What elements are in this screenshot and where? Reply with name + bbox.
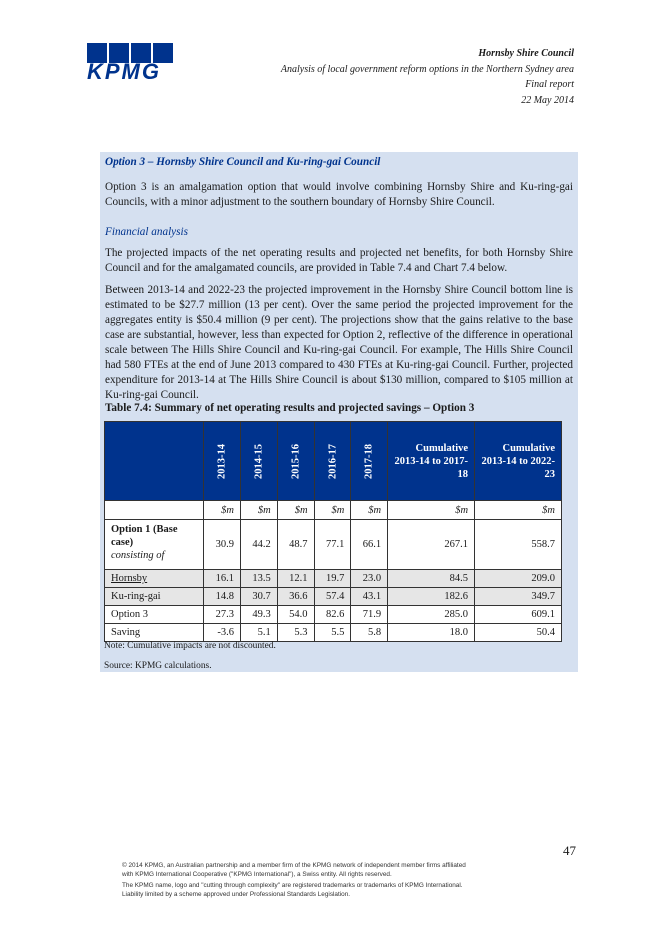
table-row-kuringgai — [105, 588, 562, 606]
table-cell: 12.1 — [277, 570, 314, 588]
table-cell: 77.1 — [314, 520, 351, 570]
table-cell: 57.4 — [314, 588, 351, 606]
table-cell: 285.0 — [388, 606, 475, 624]
unit-cell: $m — [314, 501, 351, 520]
table-cell: 84.5 — [388, 570, 475, 588]
header-year: 2015-16 — [277, 422, 314, 501]
table-cell: 49.3 — [240, 606, 277, 624]
table-cell: 5.8 — [351, 624, 388, 642]
table-cell: 5.1 — [240, 624, 277, 642]
header-year: 2013-14 — [204, 422, 241, 501]
table-cell: 5.5 — [314, 624, 351, 642]
kpmg-logo — [87, 43, 173, 83]
unit-cell: $m — [388, 501, 475, 520]
table-cell: 182.6 — [388, 588, 475, 606]
footer-line: Liability limited by a scheme approved under Professional Standards Legislation. — [122, 891, 351, 898]
footer-line: with KPMG International Cooperative ("KPMG International"), a Swiss entity. All rights reserved. — [122, 871, 392, 878]
page-header — [281, 46, 574, 108]
table-cell: 18.0 — [388, 624, 475, 642]
table-cell: 13.5 — [240, 570, 277, 588]
table-cell: 558.7 — [475, 520, 562, 570]
table-cell: 36.6 — [277, 588, 314, 606]
unit-cell: $m — [475, 501, 562, 520]
header-client: Hornsby Shire Council — [478, 48, 574, 59]
footer-line: © 2014 KPMG, an Australian partnership and a member firm of the KPMG network of independent member firms affiliated — [122, 862, 466, 869]
table-cell: 30.9 — [204, 520, 241, 570]
row-label: Option 1 (Base case) consisting of — [105, 520, 204, 570]
table-cell: 349.7 — [475, 588, 562, 606]
table-row-hornsby — [105, 570, 562, 588]
table-cell: 23.0 — [351, 570, 388, 588]
table-cell: 209.0 — [475, 570, 562, 588]
table-note: Note: Cumulative impacts are not discounted. — [104, 641, 276, 651]
logo-wordmark: KPMG — [87, 59, 161, 84]
table-cell: 14.8 — [204, 588, 241, 606]
intro-paragraph: Option 3 is an amalgamation option that would involve combining Hornsby Shire and Ku-ring-gai Councils, with a minor adjustment to the southern boundary of Hornsby Shire Council. — [105, 181, 573, 208]
table-header-row — [105, 422, 562, 501]
table-cell: 43.1 — [351, 588, 388, 606]
table-cell: 44.2 — [240, 520, 277, 570]
header-date: 22 May 2014 — [521, 94, 574, 106]
table-cell: 50.4 — [475, 624, 562, 642]
summary-table — [104, 421, 562, 642]
table-cell: 267.1 — [388, 520, 475, 570]
paragraph-1: The projected impacts of the net operating results and projected net benefits, for both Hornsby Shire Council and for the amalgamated councils, are provided in Table 7.4 and Chart 7.4 below. — [105, 247, 573, 274]
table-cell: -3.6 — [204, 624, 241, 642]
header-year: 2017-18 — [351, 422, 388, 501]
financial-analysis-heading: Financial analysis — [105, 226, 188, 238]
unit-cell: $m — [240, 501, 277, 520]
units-row — [105, 501, 562, 520]
table-cell: 54.0 — [277, 606, 314, 624]
table-cell: 30.7 — [240, 588, 277, 606]
table-cell: 19.7 — [314, 570, 351, 588]
unit-cell: $m — [277, 501, 314, 520]
paragraph-2: Between 2013-14 and 2022-23 the projected improvement in the Hornsby Shire Council bottom line is estimated to be $27.7 million (13 per cent). Over the same period the projected improvement for the aggregates entity is $50.4 million (9 per cent). The projections show that the gains relative to the base case are substantial, however, less than expected for Option 2, reflective of the difference in operational scale between The Hills Shire Council and Ku-ring-gai Council. For example, The Hills Shire Council had 580 FTEs at the end of June 2013 compared to 430 FTEs at Ku-ring-gai Council. Further, projected expenditure for 2013-14 at The Hills Shire Council is about $130 million, compared to $105 million at Ku-ring-gai Council. — [105, 284, 573, 401]
table-cell: 16.1 — [204, 570, 241, 588]
table-cell: 609.1 — [475, 606, 562, 624]
table-cell: 5.3 — [277, 624, 314, 642]
row-label: Ku-ring-gai — [105, 588, 204, 606]
table-cell: 66.1 — [351, 520, 388, 570]
table-cell: 48.7 — [277, 520, 314, 570]
row-label: Saving — [105, 624, 204, 642]
header-cumulative-1: Cumulative 2013-14 to 2017-18 — [388, 422, 475, 501]
footer-line: The KPMG name, logo and "cutting through complexity" are registered trademarks or trademarks of KPMG International. — [122, 882, 463, 889]
page-number: 47 — [563, 843, 576, 858]
header-year: 2014-15 — [240, 422, 277, 501]
header-cumulative-2: Cumulative 2013-14 to 2022-23 — [475, 422, 562, 501]
header-status: Final report — [525, 79, 574, 90]
row-label: Hornsby — [105, 570, 204, 588]
page-footer — [122, 861, 562, 899]
header-empty-cell — [105, 422, 204, 501]
unit-cell: $m — [204, 501, 241, 520]
section-title: Option 3 – Hornsby Shire Council and Ku-ring-gai Council — [105, 156, 381, 168]
table-cell: 27.3 — [204, 606, 241, 624]
unit-cell: $m — [351, 501, 388, 520]
row-label: Option 3 — [105, 606, 204, 624]
table-cell: 71.9 — [351, 606, 388, 624]
header-year: 2016-17 — [314, 422, 351, 501]
header-report-title: Analysis of local government reform options in the Northern Sydney area — [280, 63, 574, 75]
table-cell: 82.6 — [314, 606, 351, 624]
table-source: Source: KPMG calculations. — [104, 661, 212, 671]
table-row-saving — [105, 624, 562, 642]
table-row-option1 — [105, 520, 562, 570]
table-caption: Table 7.4: Summary of net operating results and projected savings – Option 3 — [105, 402, 475, 414]
table-row-option3 — [105, 606, 562, 624]
